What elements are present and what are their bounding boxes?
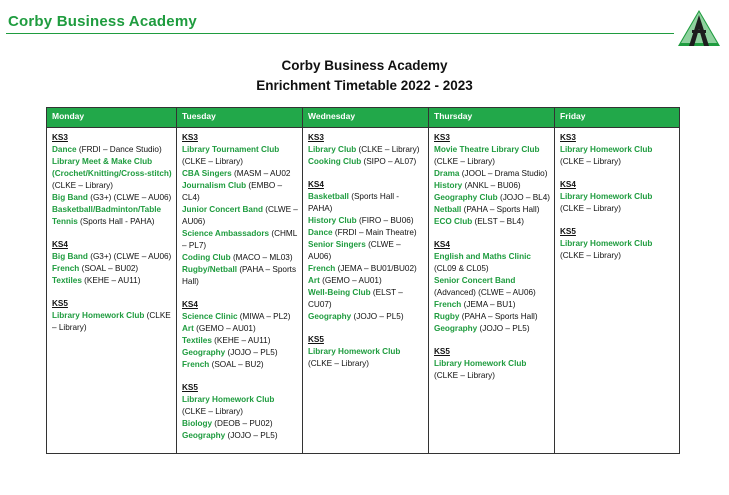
activity-details: (CLKE – Library) — [560, 251, 621, 260]
day-header: Tuesday — [177, 108, 302, 128]
activity-details: (Advanced) (CLWE – AU06) — [434, 288, 536, 297]
day-header: Wednesday — [303, 108, 428, 128]
activity-entry — [308, 263, 425, 275]
activity-entry — [182, 228, 299, 252]
activity-details: (CLWE – AU06) — [182, 205, 298, 226]
activity-name: Textiles — [182, 336, 212, 345]
activity-details: (CHML – PL7) — [182, 229, 297, 250]
section-gap — [308, 323, 425, 334]
key-stage-label: KS3 — [182, 133, 198, 142]
activity-entry — [434, 216, 551, 228]
activity-details: (MASM – AU02 — [231, 169, 291, 178]
activity-entry — [434, 192, 551, 204]
activity-details: (CLWE – AU06) — [308, 240, 401, 261]
activity-entry — [308, 311, 425, 323]
activity-details: (JOJO – PL5) — [225, 431, 278, 440]
day-body — [177, 128, 302, 442]
activity-entry — [434, 299, 551, 311]
activity-details: (GEMO – AU01) — [193, 324, 256, 333]
key-stage-label: KS4 — [52, 240, 68, 249]
activity-entry — [434, 251, 551, 275]
activity-entry — [560, 191, 676, 215]
section-gap — [560, 215, 676, 226]
activity-details: (ELST – CU07) — [308, 288, 403, 309]
activity-details: (EMBO – CL4) — [182, 181, 283, 202]
activity-name: Science Clinic — [182, 312, 238, 321]
activity-details: (CL09 & CL05) — [434, 264, 489, 273]
activity-name: History Club — [308, 216, 357, 225]
activity-entry — [182, 347, 299, 359]
activity-name: Science Ambassadors — [182, 229, 270, 238]
day-column-tuesday — [177, 108, 303, 453]
activity-details: (DEOB – PU02) — [212, 419, 273, 428]
activity-details: (JEMA – BU1) — [461, 300, 516, 309]
key-stage-label: KS3 — [434, 133, 450, 142]
activity-name: Library Homework Club — [434, 359, 527, 368]
activity-name: Art — [308, 276, 320, 285]
day-body — [47, 128, 176, 334]
activity-name: CBA Singers — [182, 169, 232, 178]
activity-entry — [182, 394, 299, 418]
activity-name: French — [52, 264, 80, 273]
activity-name: Movie Theatre Library Club — [434, 145, 540, 154]
activity-name: Library Homework Club — [560, 145, 653, 154]
academy-logo-icon — [677, 9, 721, 47]
section-gap — [560, 168, 676, 179]
key-stage-label: KS5 — [434, 347, 450, 356]
key-stage-label: KS3 — [560, 133, 576, 142]
activity-name: Netball — [434, 205, 462, 214]
activity-details: (Sports Hall - PAHA) — [77, 217, 155, 226]
activity-name: Well-Being Club — [308, 288, 371, 297]
header-brand: Corby Business Academy — [8, 13, 197, 30]
activity-entry — [308, 191, 425, 215]
activity-entry — [560, 144, 676, 168]
day-column-thursday — [429, 108, 555, 453]
activity-name: Geography — [182, 348, 226, 357]
activity-entry — [308, 346, 425, 370]
day-header: Monday — [47, 108, 176, 128]
section-gap — [308, 168, 425, 179]
activity-name: Junior Concert Band — [182, 205, 263, 214]
activity-name: Rugby — [434, 312, 460, 321]
activity-name: Art — [182, 324, 194, 333]
activity-details: (JOJO – BL4) — [497, 193, 551, 202]
day-body — [303, 128, 428, 370]
activity-details: (ELST – BL4) — [472, 217, 524, 226]
activity-entry — [52, 156, 173, 192]
activity-entry — [52, 144, 173, 156]
title-line-1: Corby Business Academy — [281, 58, 448, 73]
activity-name: Dance — [52, 145, 77, 154]
activity-name: Journalism Club — [182, 181, 247, 190]
title-line-2: Enrichment Timetable 2022 - 2023 — [256, 78, 473, 93]
activity-entry — [52, 204, 173, 228]
activity-name: Library Homework Club — [308, 347, 401, 356]
activity-details: (PAHA – Sports Hall) — [459, 312, 538, 321]
key-stage-label: KS3 — [308, 133, 324, 142]
activity-details: (JOJO – PL5) — [477, 324, 530, 333]
activity-entry — [308, 287, 425, 311]
activity-name: Geography Club — [434, 193, 498, 202]
activity-name: Library Tournament Club — [182, 145, 280, 154]
section-gap — [52, 287, 173, 298]
activity-entry — [308, 227, 425, 239]
day-column-friday — [555, 108, 679, 453]
activity-name: French — [308, 264, 336, 273]
activity-details: (MIWA – PL2) — [237, 312, 291, 321]
activity-details: (CLKE – Library) — [434, 157, 495, 166]
activity-name: Senior Concert Band — [434, 276, 516, 285]
activity-entry — [52, 263, 173, 275]
activity-name: Basketball — [308, 192, 349, 201]
activity-details: (SOAL – BU2) — [209, 360, 264, 369]
section-gap — [434, 335, 551, 346]
activity-details: (FRDI – Main Theatre) — [332, 228, 417, 237]
page-title — [0, 56, 729, 96]
key-stage-label: KS3 — [52, 133, 68, 142]
key-stage-label: KS5 — [182, 383, 198, 392]
activity-entry — [308, 144, 425, 156]
activity-entry — [182, 204, 299, 228]
activity-name: Textiles — [52, 276, 82, 285]
activity-entry — [308, 239, 425, 263]
key-stage-label: KS4 — [560, 180, 576, 189]
activity-details: (CLKE – Library) — [560, 204, 621, 213]
activity-entry — [182, 323, 299, 335]
activity-name: Library Homework Club — [560, 239, 653, 248]
activity-entry — [434, 311, 551, 323]
activity-details: (MACO – ML03) — [230, 253, 293, 262]
activity-name: Cooking Club — [308, 157, 362, 166]
activity-entry — [52, 310, 173, 334]
activity-details: (KEHE – AU11) — [81, 276, 141, 285]
activity-details: (CLKE – Library) — [52, 181, 113, 190]
activity-entry — [434, 358, 551, 382]
activity-name: Geography — [308, 312, 352, 321]
activity-name: English and Maths Clinic — [434, 252, 531, 261]
activity-name: Geography — [182, 431, 226, 440]
activity-entry — [182, 252, 299, 264]
activity-entry — [434, 168, 551, 180]
activity-name: Library Homework Club — [560, 192, 653, 201]
activity-details: (JOJO – PL5) — [225, 348, 278, 357]
activity-details: (KEHE – AU11) — [211, 336, 271, 345]
activity-name: Library Homework Club — [182, 395, 275, 404]
section-gap — [182, 288, 299, 299]
activity-name: Coding Club — [182, 253, 231, 262]
activity-entry — [182, 359, 299, 371]
activity-name: Library Homework Club — [52, 311, 145, 320]
activity-details: (FRDI – Dance Studio) — [76, 145, 162, 154]
header-rule — [6, 33, 674, 34]
activity-entry — [182, 430, 299, 442]
activity-entry — [182, 418, 299, 430]
activity-entry — [182, 168, 299, 180]
activity-entry — [308, 156, 425, 168]
activity-entry — [52, 192, 173, 204]
activity-name: Library Club — [308, 145, 357, 154]
key-stage-label: KS5 — [560, 227, 576, 236]
activity-entry — [182, 311, 299, 323]
activity-entry — [434, 180, 551, 192]
activity-name: French — [434, 300, 462, 309]
activity-details: (G3+) (CLWE – AU06) — [87, 193, 172, 202]
day-header: Friday — [555, 108, 679, 128]
activity-details: (PAHA – Sports Hall) — [461, 205, 540, 214]
activity-details: (CLKE – Library) — [182, 157, 243, 166]
activity-entry — [52, 275, 173, 287]
key-stage-label: KS5 — [52, 299, 68, 308]
activity-name: Senior Singers — [308, 240, 366, 249]
activity-entry — [182, 335, 299, 347]
activity-details: (CLKE – Library) — [308, 359, 369, 368]
key-stage-label: KS5 — [308, 335, 324, 344]
activity-entry — [182, 264, 299, 288]
activity-entry — [434, 144, 551, 168]
activity-name: ECO Club — [434, 217, 473, 226]
activity-details: (SIPO – AL07) — [361, 157, 417, 166]
activity-entry — [434, 323, 551, 335]
activity-name: Big Band — [52, 193, 88, 202]
day-column-monday — [47, 108, 177, 453]
activity-details: (CLKE – Library) — [52, 311, 171, 332]
activity-details: (ANKL – BU06) — [462, 181, 521, 190]
activity-details: (PAHA – Sports Hall) — [182, 265, 297, 286]
section-gap — [52, 228, 173, 239]
activity-details: (GEMO – AU01) — [319, 276, 382, 285]
activity-name: Drama — [434, 169, 460, 178]
activity-entry — [434, 275, 551, 299]
activity-name: Geography — [434, 324, 478, 333]
activity-entry — [308, 275, 425, 287]
key-stage-label: KS4 — [434, 240, 450, 249]
activity-entry — [52, 251, 173, 263]
activity-details: (FIRO – BU06) — [356, 216, 414, 225]
activity-name: Big Band — [52, 252, 88, 261]
activity-name: Basketball/Badminton/Table Tennis — [52, 205, 162, 226]
activity-entry — [182, 180, 299, 204]
activity-name: Library Meet & Make Club (Crochet/Knitting/Cross-stitch) — [52, 157, 172, 178]
day-column-wednesday — [303, 108, 429, 453]
activity-name: Rugby/Netball — [182, 265, 238, 274]
key-stage-label: KS4 — [182, 300, 198, 309]
activity-name: Dance — [308, 228, 333, 237]
activity-details: (JOJO – PL5) — [351, 312, 404, 321]
day-header: Thursday — [429, 108, 554, 128]
activity-details: (CLKE – Library) — [182, 407, 243, 416]
activity-details: (SOAL – BU02) — [79, 264, 139, 273]
timetable — [46, 107, 680, 454]
activity-name: French — [182, 360, 210, 369]
activity-details: (Sports Hall - PAHA) — [308, 192, 400, 213]
activity-name: Biology — [182, 419, 213, 428]
section-gap — [182, 371, 299, 382]
activity-details: (CLKE – Library) — [560, 157, 621, 166]
activity-entry — [308, 215, 425, 227]
activity-details: (CLKE – Library) — [356, 145, 420, 154]
key-stage-label: KS4 — [308, 180, 324, 189]
day-body — [555, 128, 679, 262]
activity-entry — [182, 144, 299, 168]
activity-entry — [560, 238, 676, 262]
activity-name: History — [434, 181, 463, 190]
day-body — [429, 128, 554, 382]
activity-details: (CLKE – Library) — [434, 371, 495, 380]
activity-details: (G3+) (CLWE – AU06) — [87, 252, 172, 261]
activity-entry — [434, 204, 551, 216]
activity-details: (JOOL – Drama Studio) — [459, 169, 548, 178]
section-gap — [434, 228, 551, 239]
activity-details: (JEMA – BU01/BU02) — [335, 264, 417, 273]
